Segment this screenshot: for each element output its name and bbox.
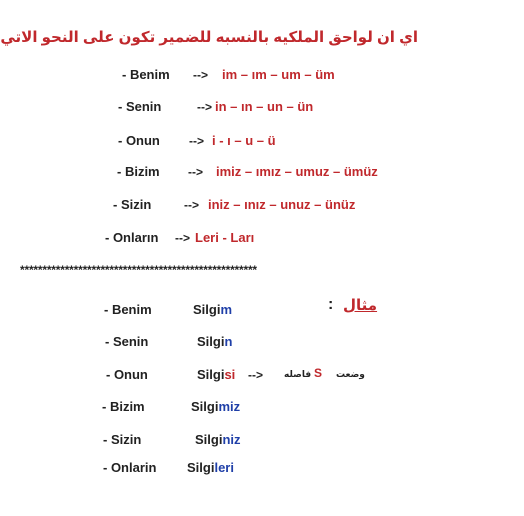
- word-ending: niz: [222, 432, 241, 447]
- suffixes-onlarin: Leri - Ları: [195, 230, 255, 245]
- word-ending: leri: [214, 460, 234, 475]
- example-label: مثال: [343, 297, 378, 314]
- word-stem: Silgi: [197, 334, 225, 349]
- suffixes-sizin: iniz – ınız – unuz – ünüz: [208, 197, 356, 212]
- word-ending: n: [224, 334, 233, 349]
- example-word-bizim: [191, 399, 240, 414]
- page-heading: اي ان لواحق الملكيه بالنسبه للضمير تكون على النحو الاتي: [0, 29, 418, 46]
- example-note-arrow: -->: [248, 368, 263, 382]
- example-pronoun-bizim: - Bizim: [102, 399, 145, 414]
- pronoun-onlarin: - Onların: [105, 230, 159, 245]
- example-word-benim: [193, 302, 232, 317]
- example-note-letter: S: [314, 366, 323, 380]
- example-pronoun-onun: - Onun: [106, 367, 148, 382]
- word-stem: Silgi: [187, 460, 215, 475]
- example-note-text-before: فاصله: [284, 369, 312, 379]
- arrow-benim: -->: [193, 68, 208, 82]
- arrow-bizim: -->: [188, 165, 203, 179]
- star-separator: *****************************************************: [20, 263, 257, 277]
- example-pronoun-senin: - Senin: [105, 334, 149, 349]
- arrow-onun: -->: [189, 134, 204, 148]
- word-stem: Silgi: [193, 302, 221, 317]
- pronoun-bizim: - Bizim: [117, 164, 160, 179]
- example-note-text-after: وضعت: [336, 369, 365, 379]
- word-ending: si: [224, 367, 236, 382]
- pronoun-benim: - Benim: [122, 67, 170, 82]
- arrow-sizin: -->: [184, 198, 199, 212]
- pronoun-senin: - Senin: [118, 99, 162, 114]
- word-ending: m: [220, 302, 233, 317]
- word-stem: Silgi: [191, 399, 219, 414]
- word-ending: miz: [218, 399, 241, 414]
- example-word-onun: [197, 367, 235, 382]
- arrow-senin: -->: [197, 100, 212, 114]
- suffixes-senin: in – ın – un – ün: [215, 99, 314, 114]
- suffixes-bizim: imiz – ımız – umuz – ümüz: [216, 164, 378, 179]
- suffixes-benim: im – ım – um – üm: [222, 67, 335, 82]
- example-word-onlarin: [187, 460, 234, 475]
- suffixes-onun: i - ı – u – ü: [212, 133, 276, 148]
- example-pronoun-benim: - Benim: [104, 302, 152, 317]
- pronoun-onun: - Onun: [118, 133, 160, 148]
- word-stem: Silgi: [195, 432, 223, 447]
- example-word-senin: [197, 334, 232, 349]
- example-colon: :: [328, 296, 334, 313]
- example-word-sizin: [195, 432, 241, 447]
- pronoun-sizin: - Sizin: [113, 197, 152, 212]
- word-stem: Silgi: [197, 367, 225, 382]
- example-pronoun-onlarin: - Onlarin: [103, 460, 157, 475]
- example-pronoun-sizin: - Sizin: [103, 432, 142, 447]
- arrow-onlarin: -->: [175, 231, 190, 245]
